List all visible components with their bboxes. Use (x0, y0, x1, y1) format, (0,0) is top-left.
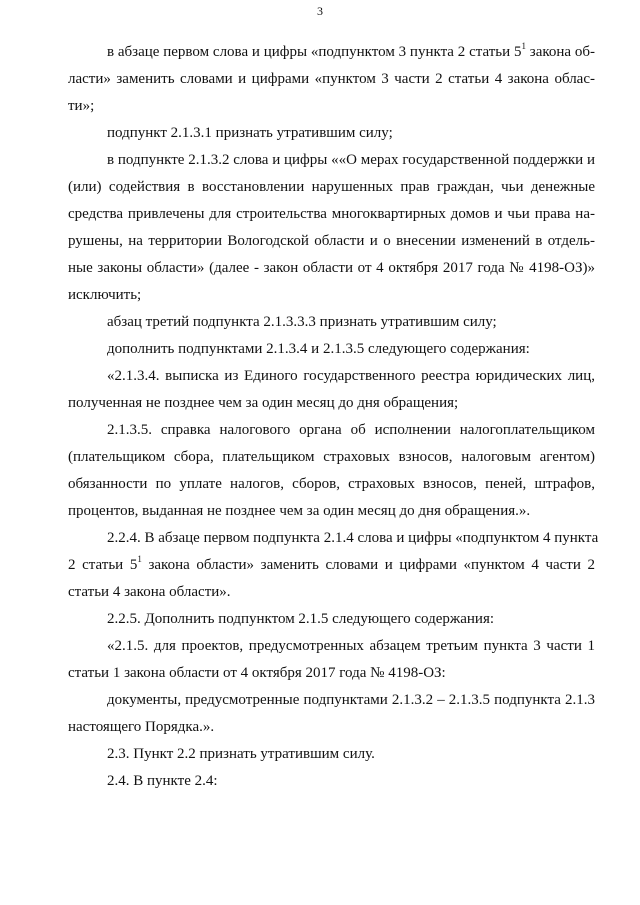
text-line: исключить; (68, 287, 142, 303)
text-line: 2 статьи $5^1$ закона области» заменить словами и цифрами «пунктом 4 части 2 (68, 554, 596, 573)
text-line: в абзаце первом слова и цифры «подпунктом 3 пункта 2 статьи $5^1$ закона об- (107, 41, 595, 60)
text-line: 2.4. В пункте 2.4: (107, 773, 218, 789)
text-line: документы, предусмотренные подпунктами 2.1.3.2 – 2.1.3.5 подпункта 2.1.3 (107, 692, 595, 708)
text-line: 2.2.5. Дополнить подпунктом 2.1.5 следующего содержания: (107, 611, 495, 627)
text-line: процентов, выданная не позднее чем за один месяц до дня обращения.». (68, 503, 531, 519)
text-line: «2.1.5. для проектов, предусмотренных абзацем третьим пункта 3 части 1 (107, 638, 595, 654)
text-line: настоящего Порядка.». (68, 719, 215, 735)
text-line: 2.2.4. В абзаце первом подпункта 2.1.4 слова и цифры «подпунктом 4 пункта (107, 530, 599, 546)
text-line: ласти» заменить словами и цифрами «пунктом 3 части 2 статьи 4 закона облас- (68, 71, 595, 87)
text-line: ти»; (68, 98, 95, 114)
text-line: статьи 4 закона области». (68, 584, 231, 600)
text-line: 2.3. Пункт 2.2 признать утратившим силу. (107, 746, 375, 762)
text-line: дополнить подпунктами 2.1.3.4 и 2.1.3.5 следующего содержания: (107, 341, 530, 357)
text-line: статьи 1 закона области от 4 октября 2017 года № 4198-ОЗ: (68, 665, 446, 681)
text-line: подпункт 2.1.3.1 признать утратившим силу; (107, 125, 393, 141)
text-line: «2.1.3.4. выписка из Единого государственного реестра юридических лиц, (107, 368, 595, 384)
text-line: рушены, на территории Вологодской области и о внесении изменений в отдель- (68, 233, 595, 249)
text-line: 2.1.3.5. справка налогового органа об исполнении налогоплательщиком (107, 422, 595, 438)
text-line: полученная не позднее чем за один месяц до дня обращения; (68, 395, 459, 411)
page-number: 3 (317, 4, 323, 18)
text-line: ные законы области» (далее - закон области от 4 октября 2017 года № 4198-ОЗ)» (68, 260, 595, 276)
text-line: (плательщиком сбора, плательщиком страховых взносов, налоговым агентом) (68, 449, 595, 465)
text-line: обязанности по уплате налогов, сборов, страховых взносов, пеней, штрафов, (68, 476, 595, 492)
text-line: (или) содействия в восстановлении нарушенных прав граждан, чьи денежные (68, 179, 595, 195)
text-line: средства привлечены для строительства многоквартирных домов и чьи права на- (68, 206, 595, 222)
text-line: абзац третий подпункта 2.1.3.3.3 признать утратившим силу; (107, 314, 497, 330)
text-line: в подпункте 2.1.3.2 слова и цифры ««О мерах государственной поддержки и (107, 152, 595, 168)
